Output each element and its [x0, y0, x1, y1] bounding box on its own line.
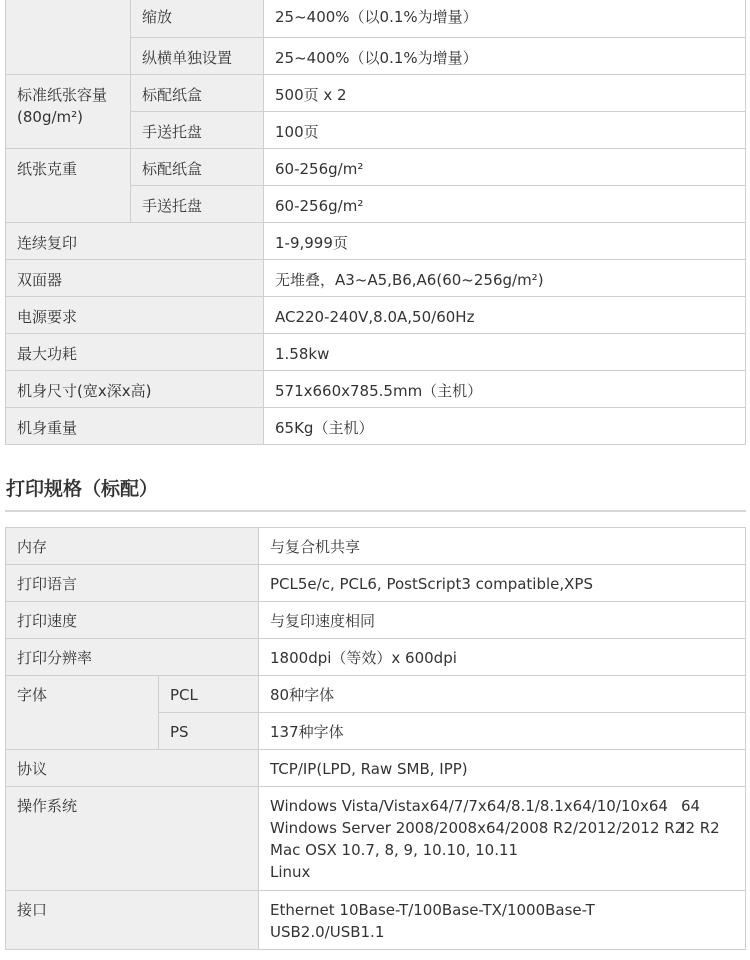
table-row — [6, 0, 746, 38]
row-label: PS — [159, 713, 259, 750]
row-label: 手送托盘 — [131, 186, 264, 223]
os-line — [270, 817, 745, 839]
row-label: 缩放 — [131, 0, 264, 38]
os-line-tail: I2 R2 — [681, 819, 720, 837]
row-value: 1800dpi（等效）x 600dpi — [259, 639, 746, 676]
table-row — [6, 565, 746, 602]
row-label: 接口 — [6, 891, 259, 950]
row-value: 无堆叠，A3~A5,B6,A6(60~256g/m²) — [264, 260, 746, 297]
group-line: 标准纸张容量 — [17, 86, 108, 104]
table-row — [6, 260, 746, 297]
row-value: 137种字体 — [259, 713, 746, 750]
row-value: PCL5e/c, PCL6, PostScript3 compatible,XPS — [259, 565, 746, 602]
table-row — [6, 676, 746, 713]
table-row — [6, 891, 746, 950]
row-value: 571x660x785.5mm（主机） — [264, 371, 746, 408]
table-row — [6, 149, 746, 186]
row-value: 80种字体 — [259, 676, 746, 713]
table-row — [6, 371, 746, 408]
table-row — [6, 297, 746, 334]
row-value: 1.58kw — [264, 334, 746, 371]
row-label: 协议 — [6, 750, 259, 787]
table-row — [6, 787, 746, 891]
os-line-tail: 64 — [681, 797, 701, 815]
row-label: 机身尺寸(宽x深x高) — [6, 371, 264, 408]
os-line-text: Windows Server 2008/2008x64/2008 R2/2012/2012 R2 — [270, 819, 685, 837]
row-value-interface — [259, 891, 746, 950]
row-group-paper-weight: 纸张克重 — [6, 149, 131, 223]
section-divider — [5, 510, 746, 512]
interface-line: Ethernet 10Base-T/100Base-TX/1000Base-T — [270, 901, 595, 919]
section-title: 打印规格（标配） — [6, 478, 159, 500]
print-spec-table — [5, 527, 746, 950]
table-row — [6, 223, 746, 260]
row-label: PCL — [159, 676, 259, 713]
row-label: 标配纸盒 — [131, 149, 264, 186]
row-label: 操作系统 — [6, 787, 259, 891]
copy-spec-table — [5, 0, 746, 445]
row-value-os — [259, 787, 746, 891]
row-label: 纵横单独设置 — [131, 38, 264, 75]
table-row — [6, 408, 746, 445]
interface-line: USB2.0/USB1.1 — [270, 923, 385, 941]
row-label: 电源要求 — [6, 297, 264, 334]
row-value: 25~400%（以0.1%为增量） — [264, 0, 746, 38]
row-label: 双面器 — [6, 260, 264, 297]
row-value: 与复印速度相同 — [259, 602, 746, 639]
row-value: 500页 x 2 — [264, 75, 746, 112]
row-group-font: 字体 — [6, 676, 159, 750]
row-label: 机身重量 — [6, 408, 264, 445]
row-label: 最大功耗 — [6, 334, 264, 371]
table-row — [6, 75, 746, 112]
row-value: 60-256g/m² — [264, 149, 746, 186]
row-label: 打印分辨率 — [6, 639, 259, 676]
row-label: 手送托盘 — [131, 112, 264, 149]
row-label: 打印速度 — [6, 602, 259, 639]
row-value: 25~400%（以0.1%为增量） — [264, 38, 746, 75]
os-line: Mac OSX 10.7, 8, 9, 10.10, 10.11 — [270, 841, 519, 859]
row-value: 65Kg（主机） — [264, 408, 746, 445]
row-label: 连续复印 — [6, 223, 264, 260]
row-value: AC220-240V,8.0A,50/60Hz — [264, 297, 746, 334]
row-label: 标配纸盒 — [131, 75, 264, 112]
row-value: TCP/IP(LPD, Raw SMB, IPP) — [259, 750, 746, 787]
row-value: 与复合机共享 — [259, 528, 746, 565]
row-group-paper-capacity — [6, 75, 131, 149]
row-label: 打印语言 — [6, 565, 259, 602]
row-label: 内存 — [6, 528, 259, 565]
row-value: 100页 — [264, 112, 746, 149]
table-row — [6, 639, 746, 676]
row-value: 60-256g/m² — [264, 186, 746, 223]
table-row — [6, 528, 746, 565]
row-value: 1-9,999页 — [264, 223, 746, 260]
table-row — [6, 334, 746, 371]
os-line: Linux — [270, 863, 311, 881]
os-line — [270, 795, 745, 817]
table-row — [6, 750, 746, 787]
os-line-text: Windows Vista/Vistax64/7/7x64/8.1/8.1x64/10/10x64 — [270, 797, 668, 815]
row-group-cell — [6, 0, 131, 75]
table-row — [6, 602, 746, 639]
group-line: (80g/m²) — [17, 108, 83, 126]
